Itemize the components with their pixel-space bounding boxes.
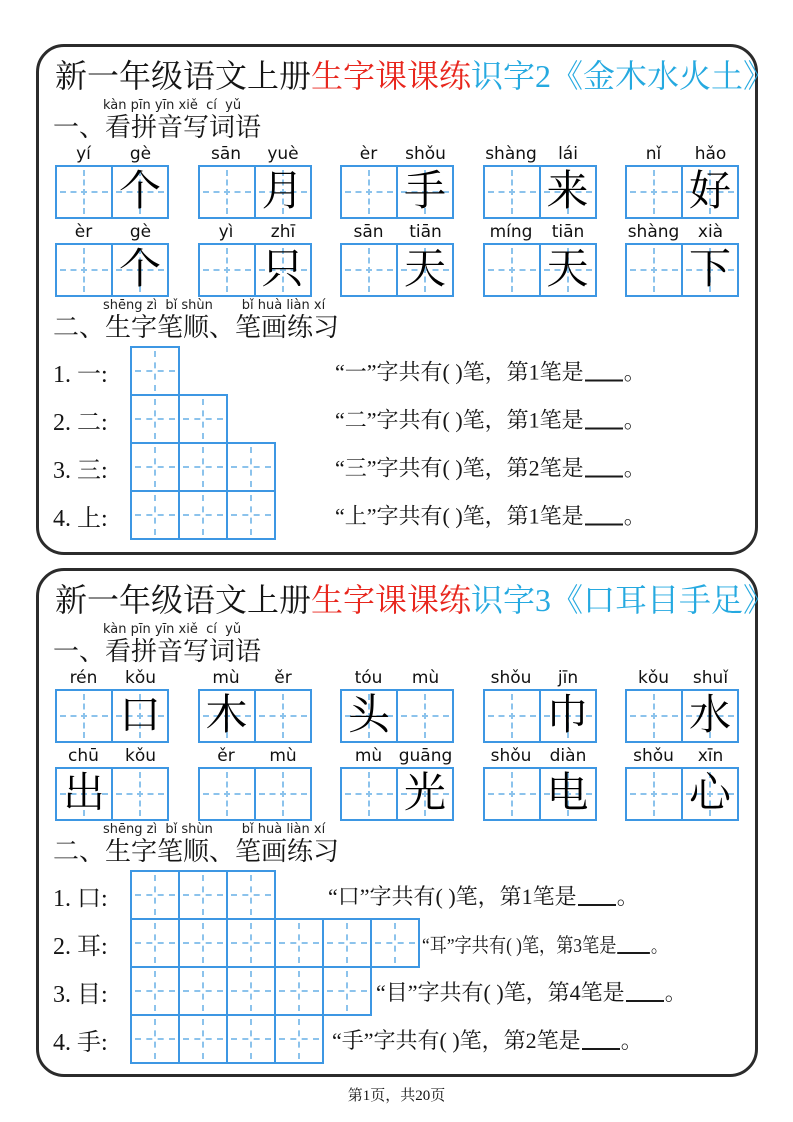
answer-blank xyxy=(585,378,623,382)
title-part-black: 新一年级语文上册 xyxy=(55,58,312,94)
panel-title xyxy=(55,579,776,621)
pinyin-syllable: chū xyxy=(68,746,99,766)
stroke-question xyxy=(332,1024,643,1055)
grid-cell xyxy=(539,167,595,217)
grid-char: 来 xyxy=(546,169,589,215)
word-pinyin xyxy=(625,221,739,243)
grid-cell xyxy=(681,691,737,741)
grid-cell xyxy=(342,245,396,295)
question-tail: 。 xyxy=(650,934,669,957)
stroke-boxes xyxy=(130,442,276,492)
grid-cell xyxy=(200,691,254,741)
grid-char: 巾 xyxy=(546,693,589,739)
question-tail: 。 xyxy=(664,979,687,1005)
pinyin-syllable: shàng xyxy=(485,144,537,164)
stroke-item xyxy=(53,442,741,492)
word-grid-box xyxy=(55,165,169,219)
stroke-grid-box xyxy=(178,442,228,492)
stroke-grid-box xyxy=(274,966,324,1016)
word-grid-box xyxy=(198,767,312,821)
pinyin-syllable: hǎo xyxy=(694,144,727,164)
pinyin-syllable: rén xyxy=(69,668,98,688)
stroke-practice-list xyxy=(53,870,741,1064)
title-part-cyan: 识字2《金木水火土》 xyxy=(471,58,776,94)
stroke-label: 2. 二: xyxy=(53,409,108,436)
word-grid-box xyxy=(198,689,312,743)
stroke-grid-box xyxy=(130,918,180,968)
word-unit xyxy=(340,745,454,821)
question-text: “二”字共有( )笔，第1笔是 xyxy=(335,407,584,433)
stroke-boxes xyxy=(130,966,372,1016)
word-grid-box xyxy=(340,689,454,743)
word-unit xyxy=(340,143,454,219)
grid-cell xyxy=(485,245,539,295)
stroke-grid-box xyxy=(130,490,180,540)
stroke-item xyxy=(53,346,741,396)
stroke-grid-box xyxy=(226,442,276,492)
word-unit xyxy=(483,745,597,821)
pinyin-syllable: tóu xyxy=(354,668,383,688)
question-tail: 。 xyxy=(620,1027,643,1053)
word-unit xyxy=(483,143,597,219)
grid-char: 下 xyxy=(688,247,731,293)
question-tail: 。 xyxy=(623,407,646,433)
word-rows xyxy=(53,667,741,821)
pinyin-syllable: ěr xyxy=(217,746,235,766)
section-words xyxy=(53,99,741,142)
grid-cell xyxy=(57,691,111,741)
word-grid-box xyxy=(55,767,169,821)
stroke-question xyxy=(335,500,646,531)
worksheet-panel-1 xyxy=(36,44,776,555)
pinyin-syllable: míng xyxy=(489,222,533,242)
grid-char: 电 xyxy=(546,771,589,817)
section-strokes xyxy=(53,299,741,342)
panel-title xyxy=(55,55,776,97)
grid-char: 心 xyxy=(688,771,731,817)
page-footer: 第1页，共20页 xyxy=(347,1088,446,1104)
word-grid-box xyxy=(55,243,169,297)
section-strokes-heading: 二、生字笔顺、笔画练习 xyxy=(53,837,340,866)
grid-cell xyxy=(57,769,111,819)
stroke-boxes xyxy=(130,394,228,444)
section-strokes-pinyin: shēng zì bǐ shùn bǐ huà liàn xí xyxy=(103,822,326,837)
grid-char: 天 xyxy=(403,247,446,293)
pinyin-syllable: shǒu xyxy=(405,144,446,164)
grid-char: 口 xyxy=(118,693,161,739)
stroke-grid-box xyxy=(322,966,372,1016)
word-unit xyxy=(55,667,169,743)
word-pinyin xyxy=(55,143,169,165)
question-text: “上”字共有( )笔，第1笔是 xyxy=(335,503,584,529)
word-grid-box xyxy=(625,767,739,821)
word-pinyin xyxy=(483,745,597,767)
stroke-grid-box xyxy=(130,870,180,920)
grid-cell xyxy=(111,769,167,819)
section-words-pinyin: kàn pīn yīn xiě cí yǔ xyxy=(103,98,242,113)
pinyin-syllable: gè xyxy=(129,144,152,164)
grid-cell xyxy=(200,769,254,819)
grid-char: 月 xyxy=(261,169,304,215)
pinyin-syllable: guāng xyxy=(398,746,453,766)
grid-cell xyxy=(681,245,737,295)
stroke-question xyxy=(335,356,646,387)
word-unit xyxy=(625,745,739,821)
answer-blank xyxy=(585,522,623,526)
title-part-black: 新一年级语文上册 xyxy=(55,582,312,618)
grid-cell xyxy=(627,691,681,741)
grid-cell xyxy=(254,245,310,295)
worksheet-panel-2 xyxy=(36,568,776,1077)
stroke-label: 3. 目: xyxy=(53,981,108,1008)
grid-cell xyxy=(396,769,452,819)
pinyin-syllable: mù xyxy=(411,668,440,688)
word-row xyxy=(53,221,741,297)
word-pinyin xyxy=(625,745,739,767)
grid-cell xyxy=(396,691,452,741)
grid-char: 只 xyxy=(261,247,304,293)
grid-cell xyxy=(627,769,681,819)
stroke-grid-box xyxy=(274,1014,324,1064)
word-pinyin xyxy=(483,143,597,165)
grid-cell xyxy=(627,167,681,217)
pinyin-syllable: mù xyxy=(269,746,297,766)
grid-cell xyxy=(111,691,167,741)
stroke-grid-box xyxy=(178,1014,228,1064)
pinyin-syllable: gè xyxy=(129,222,152,242)
answer-blank xyxy=(585,474,623,478)
word-grid-box xyxy=(483,767,597,821)
stroke-item xyxy=(53,394,741,444)
stroke-boxes xyxy=(130,1014,324,1064)
grid-cell xyxy=(57,245,111,295)
stroke-grid-box xyxy=(226,870,276,920)
answer-blank xyxy=(585,426,623,430)
stroke-label: 4. 上: xyxy=(53,505,108,532)
grid-cell xyxy=(396,245,452,295)
stroke-grid-box xyxy=(178,870,228,920)
section-words-pinyin: kàn pīn yīn xiě cí yǔ xyxy=(103,622,242,637)
grid-cell xyxy=(342,691,396,741)
pinyin-syllable: èr xyxy=(74,222,93,242)
word-pinyin xyxy=(198,745,312,767)
question-text: “口”字共有( )笔，第1笔是 xyxy=(328,883,577,909)
section-words xyxy=(53,623,741,666)
pinyin-syllable: kǒu xyxy=(124,668,157,688)
stroke-question xyxy=(335,452,646,483)
word-unit xyxy=(198,143,312,219)
stroke-grid-box xyxy=(226,966,276,1016)
grid-cell xyxy=(342,167,396,217)
grid-cell xyxy=(485,167,539,217)
stroke-label: 2. 耳: xyxy=(53,933,108,960)
stroke-grid-box xyxy=(322,918,372,968)
question-text: “目”字共有( )笔，第4笔是 xyxy=(376,979,625,1005)
question-tail: 。 xyxy=(623,455,646,481)
pinyin-syllable: xià xyxy=(697,222,724,242)
word-row xyxy=(53,143,741,219)
stroke-grid-box xyxy=(130,394,180,444)
stroke-question xyxy=(328,880,639,911)
grid-char: 光 xyxy=(403,771,446,817)
grid-cell xyxy=(396,167,452,217)
grid-cell xyxy=(57,167,111,217)
stroke-grid-box xyxy=(130,442,180,492)
word-grid-box xyxy=(483,165,597,219)
word-unit xyxy=(340,667,454,743)
pinyin-syllable: shǒu xyxy=(490,668,532,688)
question-text: “手”字共有( )笔，第2笔是 xyxy=(332,1027,581,1053)
grid-char: 头 xyxy=(347,693,390,739)
grid-cell xyxy=(254,167,310,217)
word-pinyin xyxy=(198,221,312,243)
word-pinyin xyxy=(483,667,597,689)
word-pinyin xyxy=(625,143,739,165)
grid-cell xyxy=(111,167,167,217)
word-grid-box xyxy=(198,165,312,219)
grid-cell xyxy=(254,769,310,819)
stroke-grid-box xyxy=(226,490,276,540)
pinyin-syllable: zhī xyxy=(270,222,296,242)
pinyin-syllable: shǒu xyxy=(633,746,674,766)
stroke-item xyxy=(53,870,741,920)
pinyin-syllable: yuè xyxy=(267,144,299,164)
pinyin-syllable: mù xyxy=(212,668,240,688)
word-row xyxy=(53,667,741,743)
question-tail: 。 xyxy=(623,503,646,529)
word-unit xyxy=(625,143,739,219)
question-text: “一”字共有( )笔，第1笔是 xyxy=(335,359,584,385)
word-row xyxy=(53,745,741,821)
section-words-heading: 一、看拼音写词语 xyxy=(53,637,262,666)
word-pinyin xyxy=(198,143,312,165)
stroke-boxes xyxy=(130,346,180,396)
word-pinyin xyxy=(340,667,454,689)
grid-char: 手 xyxy=(403,169,446,215)
title-part-cyan: 识字3《口耳目手足》 xyxy=(471,582,776,618)
grid-cell xyxy=(200,245,254,295)
pinyin-syllable: èr xyxy=(359,144,378,164)
stroke-grid-box xyxy=(178,394,228,444)
grid-cell xyxy=(342,769,396,819)
grid-char: 水 xyxy=(688,693,731,739)
word-grid-box xyxy=(483,689,597,743)
answer-blank xyxy=(617,950,650,954)
grid-cell xyxy=(539,769,595,819)
stroke-label: 1. 口: xyxy=(53,885,108,912)
stroke-item xyxy=(53,490,741,540)
stroke-boxes xyxy=(130,490,276,540)
pinyin-syllable: yì xyxy=(218,222,234,242)
word-pinyin xyxy=(55,221,169,243)
stroke-question xyxy=(376,976,687,1007)
stroke-grid-box xyxy=(178,490,228,540)
pinyin-syllable: shàng xyxy=(627,222,680,242)
title-part-red: 生字课课练 xyxy=(311,582,472,618)
word-pinyin xyxy=(340,143,454,165)
word-rows xyxy=(53,143,741,297)
word-grid-box xyxy=(340,165,454,219)
stroke-grid-box xyxy=(370,918,420,968)
question-tail: 。 xyxy=(623,359,646,385)
section-strokes-pinyin: shēng zì bǐ shùn bǐ huà liàn xí xyxy=(103,298,326,313)
word-grid-box xyxy=(198,243,312,297)
stroke-grid-box xyxy=(274,918,324,968)
pinyin-syllable: jīn xyxy=(557,668,579,688)
pinyin-syllable: shǒu xyxy=(490,746,532,766)
grid-cell xyxy=(485,769,539,819)
grid-cell xyxy=(681,769,737,819)
stroke-grid-box xyxy=(226,1014,276,1064)
word-unit xyxy=(483,667,597,743)
grid-cell xyxy=(539,245,595,295)
title-part-red: 生字课课练 xyxy=(311,58,472,94)
pinyin-syllable: nǐ xyxy=(645,144,662,164)
pinyin-syllable: kǒu xyxy=(637,668,670,688)
pinyin-syllable: mù xyxy=(354,746,383,766)
word-pinyin xyxy=(340,221,454,243)
grid-char: 好 xyxy=(688,169,731,215)
stroke-grid-box xyxy=(178,918,228,968)
word-pinyin xyxy=(340,745,454,767)
stroke-question xyxy=(335,404,646,435)
stroke-grid-box xyxy=(226,918,276,968)
word-grid-box xyxy=(625,243,739,297)
grid-cell xyxy=(111,245,167,295)
pinyin-syllable: tiān xyxy=(409,222,442,242)
word-unit xyxy=(198,221,312,297)
word-pinyin xyxy=(625,667,739,689)
word-grid-box xyxy=(340,767,454,821)
word-pinyin xyxy=(55,667,169,689)
grid-char: 个 xyxy=(118,247,161,293)
grid-cell xyxy=(200,167,254,217)
grid-cell xyxy=(681,167,737,217)
pinyin-syllable: sān xyxy=(353,222,384,242)
word-grid-box xyxy=(625,165,739,219)
pinyin-syllable: ěr xyxy=(274,668,292,688)
stroke-question xyxy=(422,929,668,958)
answer-blank xyxy=(626,998,664,1002)
pinyin-syllable: sān xyxy=(210,144,242,164)
word-grid-box xyxy=(340,243,454,297)
word-unit xyxy=(198,745,312,821)
stroke-label: 1. 一: xyxy=(53,361,108,388)
word-unit xyxy=(340,221,454,297)
stroke-label: 4. 手: xyxy=(53,1029,108,1056)
word-unit xyxy=(55,745,169,821)
word-unit xyxy=(198,667,312,743)
grid-cell xyxy=(539,691,595,741)
word-unit xyxy=(483,221,597,297)
word-grid-box xyxy=(483,243,597,297)
pinyin-syllable: shuǐ xyxy=(692,668,729,688)
question-text: “耳”字共有( )笔，第3笔是 xyxy=(422,934,617,957)
grid-char: 天 xyxy=(546,247,589,293)
grid-char: 个 xyxy=(118,169,161,215)
stroke-item xyxy=(53,918,741,968)
question-text: “三”字共有( )笔，第2笔是 xyxy=(335,455,584,481)
section-strokes-heading: 二、生字笔顺、笔画练习 xyxy=(53,313,340,342)
stroke-grid-box xyxy=(130,1014,180,1064)
stroke-boxes xyxy=(130,870,276,920)
stroke-boxes xyxy=(130,918,420,968)
stroke-practice-list xyxy=(53,346,741,540)
grid-cell xyxy=(485,691,539,741)
answer-blank xyxy=(578,902,616,906)
grid-cell xyxy=(627,245,681,295)
section-words-heading: 一、看拼音写词语 xyxy=(53,113,262,142)
pinyin-syllable: kǒu xyxy=(124,746,157,766)
stroke-grid-box xyxy=(130,966,180,1016)
pinyin-syllable: yí xyxy=(76,144,91,164)
stroke-item xyxy=(53,1014,741,1064)
answer-blank xyxy=(582,1046,620,1050)
grid-char: 出 xyxy=(62,771,105,817)
word-grid-box xyxy=(625,689,739,743)
word-unit xyxy=(55,221,169,297)
word-grid-box xyxy=(55,689,169,743)
pinyin-syllable: xīn xyxy=(697,746,724,766)
pinyin-syllable: lái xyxy=(558,144,578,164)
word-unit xyxy=(625,221,739,297)
grid-char: 木 xyxy=(205,693,248,739)
stroke-grid-box xyxy=(178,966,228,1016)
word-unit xyxy=(625,667,739,743)
pinyin-syllable: tiān xyxy=(551,222,585,242)
section-strokes xyxy=(53,823,741,866)
stroke-item xyxy=(53,966,741,1016)
word-pinyin xyxy=(198,667,312,689)
stroke-grid-box xyxy=(130,346,180,396)
pinyin-syllable: diàn xyxy=(549,746,587,766)
grid-cell xyxy=(254,691,310,741)
question-tail: 。 xyxy=(616,883,639,909)
word-pinyin xyxy=(55,745,169,767)
stroke-label: 3. 三: xyxy=(53,457,108,484)
word-unit xyxy=(55,143,169,219)
word-pinyin xyxy=(483,221,597,243)
